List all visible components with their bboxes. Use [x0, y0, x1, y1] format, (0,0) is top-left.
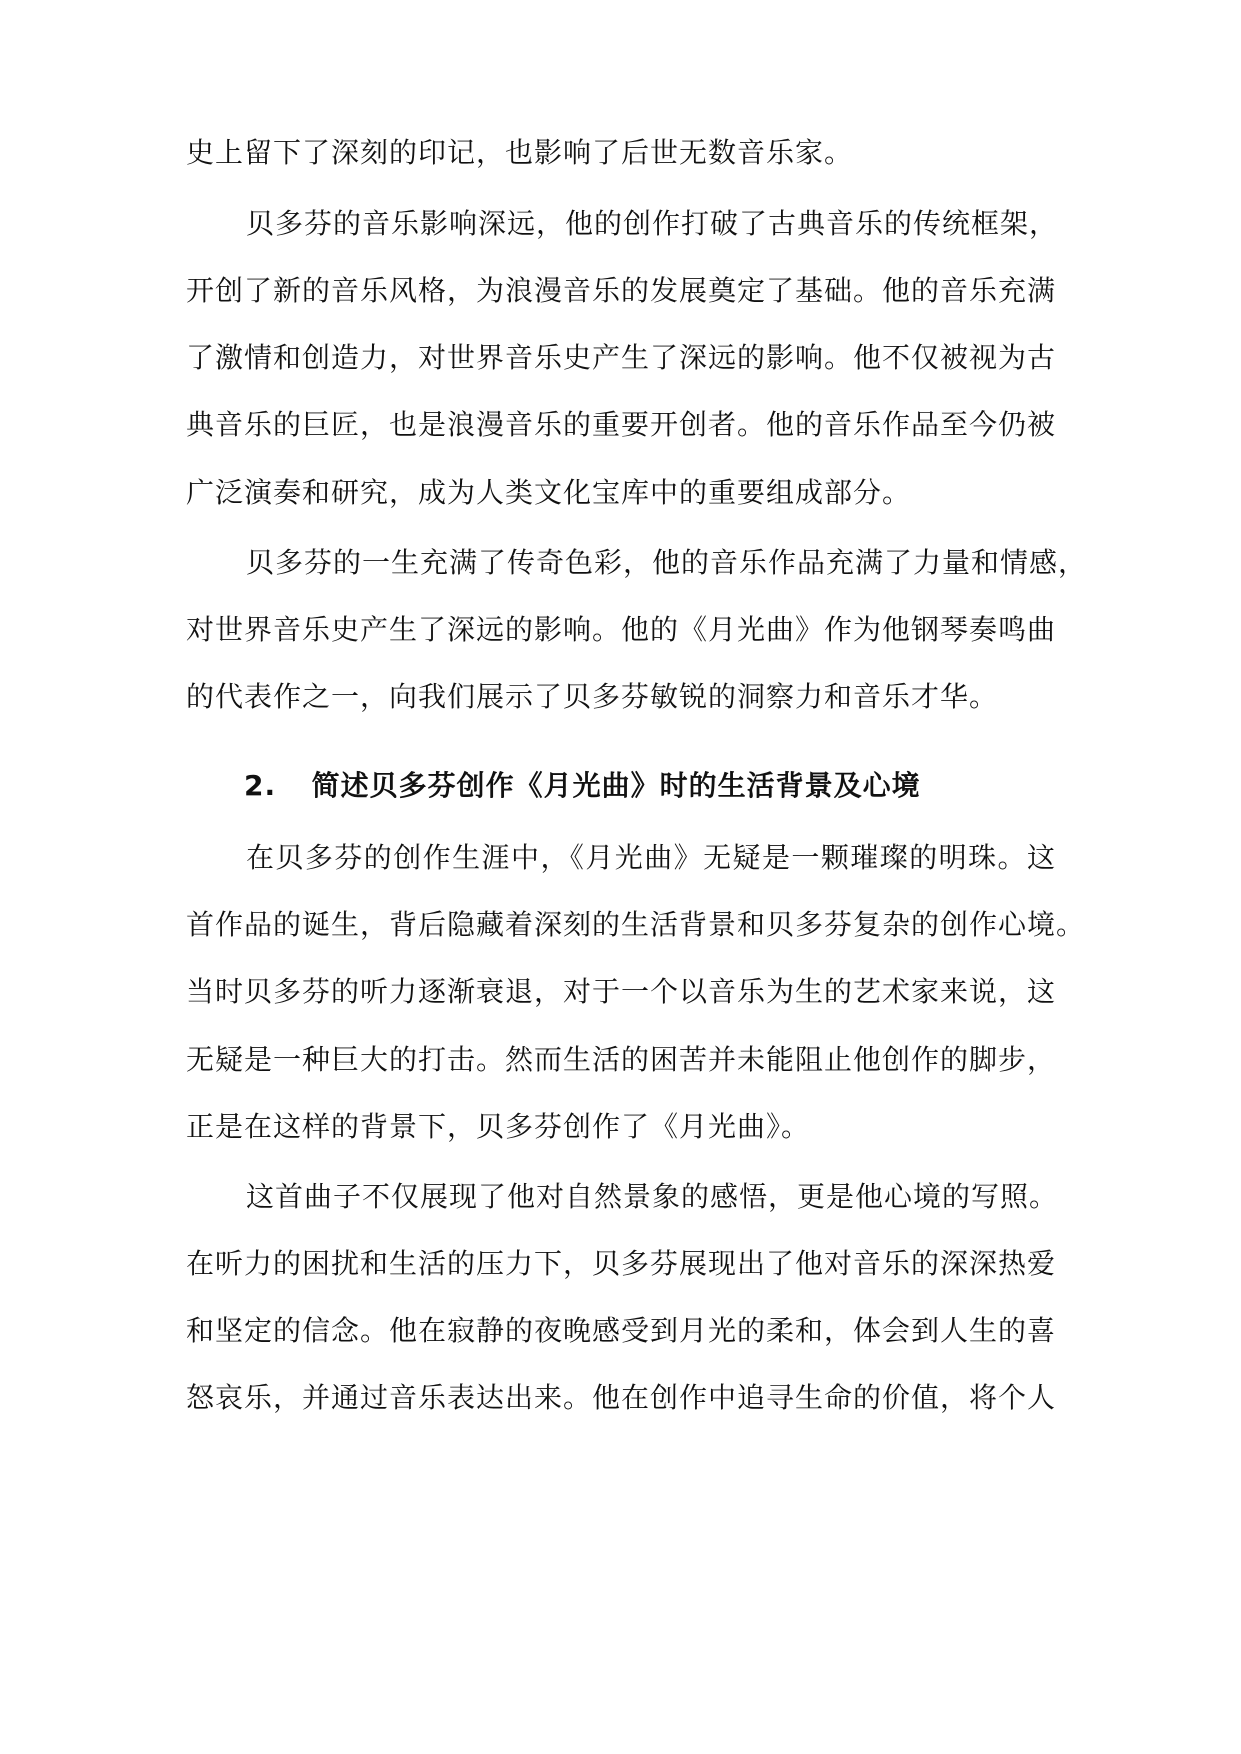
paragraph-line: 首作品的诞生，背后隐藏着深刻的生活背景和贝多芬复杂的创作心境。 [186, 908, 1086, 941]
paragraph-line: 了激情和创造力，对世界音乐史产生了深远的影响。他不仅被视为古 [186, 341, 1057, 374]
paragraph-line: 和坚定的信念。他在寂静的夜晚感受到月光的柔和，体会到人生的喜 [186, 1314, 1057, 1347]
section-heading [244, 766, 1054, 806]
paragraph-line: 贝多芬的音乐影响深远，他的创作打破了古典音乐的传统框架， [246, 207, 1059, 240]
paragraph-line: 正是在这样的背景下，贝多芬创作了《月光曲》。 [186, 1110, 811, 1143]
paragraph-line: 当时贝多芬的听力逐渐衰退，对于一个以音乐为生的艺术家来说，这 [186, 975, 1057, 1008]
section-heading-text: 简述贝多芬创作《月光曲》时的生活背景及心境 [311, 769, 921, 802]
section-heading-number: 2. [244, 769, 277, 802]
paragraph-line: 广泛演奏和研究，成为人类文化宝库中的重要组成部分。 [186, 476, 912, 509]
paragraph-line: 贝多芬的一生充满了传奇色彩，他的音乐作品充满了力量和情感， [246, 546, 1088, 579]
paragraph-line: 的代表作之一，向我们展示了贝多芬敏锐的洞察力和音乐才华。 [186, 680, 999, 713]
paragraph-line: 开创了新的音乐风格，为浪漫音乐的发展奠定了基础。他的音乐充满 [186, 274, 1057, 307]
paragraph-line: 典音乐的巨匠，也是浪漫音乐的重要开创者。他的音乐作品至今仍被 [186, 408, 1057, 441]
paragraph-line: 史上留下了深刻的印记，也影响了后世无数音乐家。 [186, 136, 854, 169]
paragraph-line: 无疑是一种巨大的打击。然而生活的困苦并未能阻止他创作的脚步， [186, 1043, 1057, 1076]
paragraph-line: 这首曲子不仅展现了他对自然景象的感悟，更是他心境的写照。 [246, 1180, 1059, 1213]
paragraph-line: 怒哀乐，并通过音乐表达出来。他在创作中追寻生命的价值，将个人 [186, 1381, 1057, 1414]
paragraph-line: 在听力的困扰和生活的压力下，贝多芬展现出了他对音乐的深深热爱 [186, 1247, 1057, 1280]
paragraph-line: 在贝多芬的创作生涯中，《月光曲》无疑是一颗璀璨的明珠。这 [246, 841, 1056, 874]
paragraph-line: 对世界音乐史产生了深远的影响。他的《月光曲》作为他钢琴奏鸣曲 [186, 613, 1057, 646]
